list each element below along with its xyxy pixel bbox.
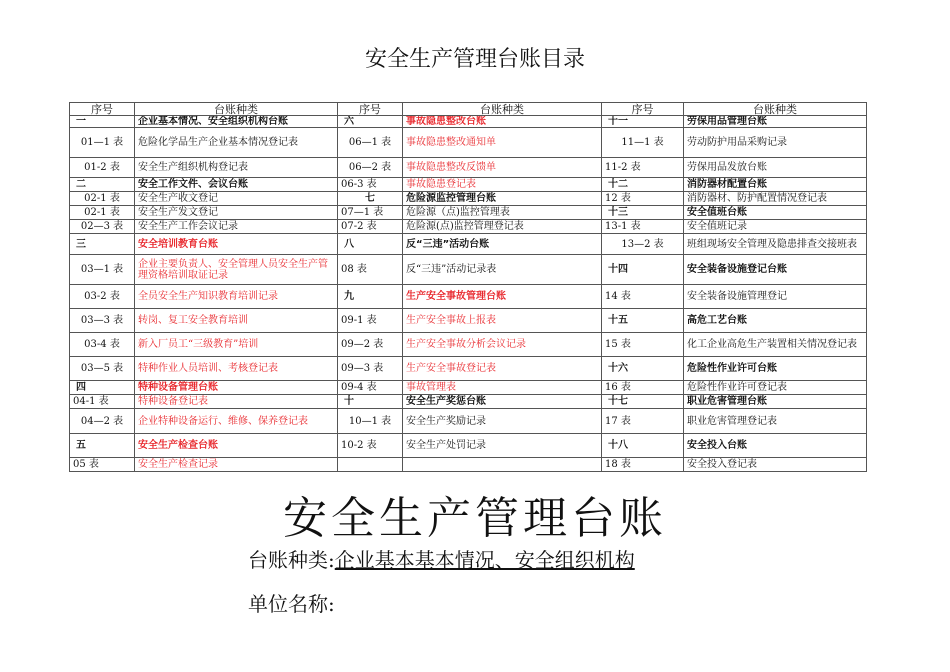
unit-name-field	[248, 588, 335, 617]
ledger-number-cell: 02—3 表	[70, 220, 135, 234]
col-header-no: 序号	[602, 103, 684, 116]
ledger-number-cell: 十三	[602, 206, 684, 220]
ledger-number-cell: 09—2 表	[338, 333, 403, 357]
ledger-type-cell: 安全投入台账	[684, 434, 867, 458]
table-row	[70, 434, 867, 458]
ledger-number-cell: 二	[70, 178, 135, 192]
ledger-number-cell: 02-1 表	[70, 206, 135, 220]
ledger-type-cell: 特种设备登记表	[135, 395, 338, 409]
table-row	[70, 285, 867, 309]
ledger-type-cell: 生产安全事故管理台账	[403, 285, 602, 309]
ledger-type-cell: 职业危害管理台账	[684, 395, 867, 409]
ledger-number-cell: 13-1 表	[602, 220, 684, 234]
table-row	[70, 116, 867, 128]
cover-title: 安全生产管理台账	[283, 493, 667, 544]
table-row	[70, 381, 867, 395]
ledger-number-cell: 03—5 表	[70, 357, 135, 381]
ledger-number-cell: 11-2 表	[602, 158, 684, 178]
ledger-type-cell: 危险源监控管理台账	[403, 192, 602, 206]
ledger-number-cell: 十二	[602, 178, 684, 192]
ledger-number-cell: 10—1 表	[338, 409, 403, 434]
ledger-type-label: 台账种类:	[248, 548, 335, 572]
ledger-number-cell: 04-1 表	[70, 395, 135, 409]
ledger-catalog-table	[69, 102, 867, 472]
ledger-number-cell	[338, 458, 403, 472]
ledger-number-cell: 03—1 表	[70, 255, 135, 285]
ledger-number-cell: 十八	[602, 434, 684, 458]
ledger-type-cell: 危险化学品生产企业基本情况登记表	[135, 128, 338, 158]
ledger-number-cell: 03-2 表	[70, 285, 135, 309]
table-row	[70, 128, 867, 158]
ledger-type-cell: 危险性作业许可登记表	[684, 381, 867, 395]
ledger-number-cell: 17 表	[602, 409, 684, 434]
table-row	[70, 220, 867, 234]
ledger-number-cell: 16 表	[602, 381, 684, 395]
ledger-type-cell: 安全装备设施管理登记	[684, 285, 867, 309]
ledger-type-cell: 安全工作文件、会议台账	[135, 178, 338, 192]
ledger-type-cell: 安全生产工作会议记录	[135, 220, 338, 234]
table-row	[70, 458, 867, 472]
table-row	[70, 192, 867, 206]
ledger-number-cell: 11—1 表	[602, 128, 684, 158]
ledger-type-cell: 事故隐患整改反馈单	[403, 158, 602, 178]
ledger-number-cell: 十五	[602, 309, 684, 333]
col-header-type: 台账种类	[403, 103, 602, 116]
ledger-type-cell: 高危工艺台账	[684, 309, 867, 333]
ledger-type-cell: 劳动防护用品采购记录	[684, 128, 867, 158]
ledger-type-cell: 化工企业高危生产装置相关情况登记表	[684, 333, 867, 357]
ledger-number-cell: 02-1 表	[70, 192, 135, 206]
table-row	[70, 255, 867, 285]
ledger-type-cell: 特种设备管理台账	[135, 381, 338, 395]
ledger-type-cell: 职业危害管理登记表	[684, 409, 867, 434]
table-row	[70, 357, 867, 381]
ledger-type-cell: 安全装备设施登记台账	[684, 255, 867, 285]
table-row	[70, 158, 867, 178]
ledger-type-cell: 企业特种设备运行、维修、保养登记表	[135, 409, 338, 434]
ledger-type-cell: 事故隐患整改通知单	[403, 128, 602, 158]
ledger-number-cell: 一	[70, 116, 135, 128]
page-title: 安全生产管理台账目录	[364, 47, 585, 72]
ledger-type-cell: 全员安全生产知识教育培训记录	[135, 285, 338, 309]
col-header-no: 序号	[338, 103, 403, 116]
table-row	[70, 309, 867, 333]
ledger-type-cell: 生产安全事故上报表	[403, 309, 602, 333]
ledger-type-cell: 事故管理表	[403, 381, 602, 395]
table-row	[70, 333, 867, 357]
ledger-number-cell: 04—2 表	[70, 409, 135, 434]
ledger-number-cell: 三	[70, 234, 135, 255]
ledger-type-cell	[403, 458, 602, 472]
ledger-type-cell: 安全培训教育台账	[135, 234, 338, 255]
ledger-type-cell: 事故隐患登记表	[403, 178, 602, 192]
ledger-number-cell: 十四	[602, 255, 684, 285]
ledger-number-cell: 八	[338, 234, 403, 255]
ledger-type-cell: 劳保用品发放台账	[684, 158, 867, 178]
ledger-number-cell: 九	[338, 285, 403, 309]
ledger-number-cell: 13—2 表	[602, 234, 684, 255]
ledger-number-cell: 03-4 表	[70, 333, 135, 357]
ledger-number-cell: 09-4 表	[338, 381, 403, 395]
ledger-type-cell: 安全生产发文登记	[135, 206, 338, 220]
table-row	[70, 234, 867, 255]
ledger-type-cell: 新入厂员工“三级教育”培训	[135, 333, 338, 357]
ledger-type-cell: 转岗、复工安全教育培训	[135, 309, 338, 333]
ledger-number-cell: 五	[70, 434, 135, 458]
ledger-type-cell: 企业主要负责人、安全管理人员安全生产管理资格培训取证记录	[135, 255, 338, 285]
table-row	[70, 178, 867, 192]
ledger-number-cell: 十	[338, 395, 403, 409]
ledger-type-cell: 消防器材、防护配置情况登记表	[684, 192, 867, 206]
ledger-number-cell: 十一	[602, 116, 684, 128]
ledger-type-cell: 安全生产奖励记录	[403, 409, 602, 434]
unit-name-label: 单位名称:	[248, 592, 335, 616]
table-row	[70, 409, 867, 434]
ledger-number-cell: 06—1 表	[338, 128, 403, 158]
ledger-type-cell: 反“三违”活动台账	[403, 234, 602, 255]
ledger-type-cell: 危险源（点)监控管理表	[403, 206, 602, 220]
ledger-type-cell: 事故隐患整改台账	[403, 116, 602, 128]
ledger-type-cell: 消防器材配置台账	[684, 178, 867, 192]
ledger-type-cell: 危险性作业许可台账	[684, 357, 867, 381]
ledger-number-cell: 09—3 表	[338, 357, 403, 381]
ledger-type-cell: 班组现场安全管理及隐患排查交接班表	[684, 234, 867, 255]
ledger-number-cell: 03—3 表	[70, 309, 135, 333]
ledger-number-cell: 01-2 表	[70, 158, 135, 178]
ledger-type-cell: 安全值班台账	[684, 206, 867, 220]
table-row	[70, 395, 867, 409]
ledger-type-cell: 特种作业人员培训、考核登记表	[135, 357, 338, 381]
ledger-number-cell: 06—2 表	[338, 158, 403, 178]
ledger-table-body	[70, 116, 867, 472]
ledger-number-cell: 14 表	[602, 285, 684, 309]
ledger-type-cell: 安全生产组织机构登记表	[135, 158, 338, 178]
ledger-number-cell: 十六	[602, 357, 684, 381]
ledger-number-cell: 15 表	[602, 333, 684, 357]
ledger-number-cell: 09-1 表	[338, 309, 403, 333]
ledger-type-cell: 反“三违”活动记录表	[403, 255, 602, 285]
ledger-type-cell: 生产安全事故登记表	[403, 357, 602, 381]
col-header-type: 台账种类	[135, 103, 338, 116]
ledger-type-cell: 安全生产检查台账	[135, 434, 338, 458]
ledger-number-cell: 08 表	[338, 255, 403, 285]
ledger-type-cell: 安全投入登记表	[684, 458, 867, 472]
ledger-type-cell: 安全生产奖惩台账	[403, 395, 602, 409]
ledger-number-cell: 六	[338, 116, 403, 128]
ledger-type-cell: 安全生产收文登记	[135, 192, 338, 206]
ledger-number-cell: 18 表	[602, 458, 684, 472]
ledger-number-cell: 05 表	[70, 458, 135, 472]
ledger-type-cell: 安全生产处罚记录	[403, 434, 602, 458]
table-header-row	[70, 103, 867, 116]
ledger-number-cell: 01—1 表	[70, 128, 135, 158]
ledger-type-cell: 安全生产检查记录	[135, 458, 338, 472]
col-header-no: 序号	[70, 103, 135, 116]
ledger-type-cell: 生产安全事故分析会议记录	[403, 333, 602, 357]
ledger-number-cell: 四	[70, 381, 135, 395]
ledger-number-cell: 07-2 表	[338, 220, 403, 234]
ledger-number-cell: 07—1 表	[338, 206, 403, 220]
ledger-number-cell: 10-2 表	[338, 434, 403, 458]
col-header-type: 台账种类	[684, 103, 867, 116]
ledger-type-cell: 安全值班记录	[684, 220, 867, 234]
ledger-type-field	[248, 544, 635, 573]
ledger-type-value: 企业基本基本情况、安全组织机构	[334, 548, 635, 572]
table-row	[70, 206, 867, 220]
ledger-type-cell: 劳保用品管理台账	[684, 116, 867, 128]
ledger-type-cell: 企业基本情况、安全组织机构台账	[135, 116, 338, 128]
ledger-number-cell: 十七	[602, 395, 684, 409]
ledger-number-cell: 06-3 表	[338, 178, 403, 192]
ledger-type-cell: 危险源(点)监控管理登记表	[403, 220, 602, 234]
ledger-number-cell: 12 表	[602, 192, 684, 206]
ledger-number-cell: 七	[338, 192, 403, 206]
